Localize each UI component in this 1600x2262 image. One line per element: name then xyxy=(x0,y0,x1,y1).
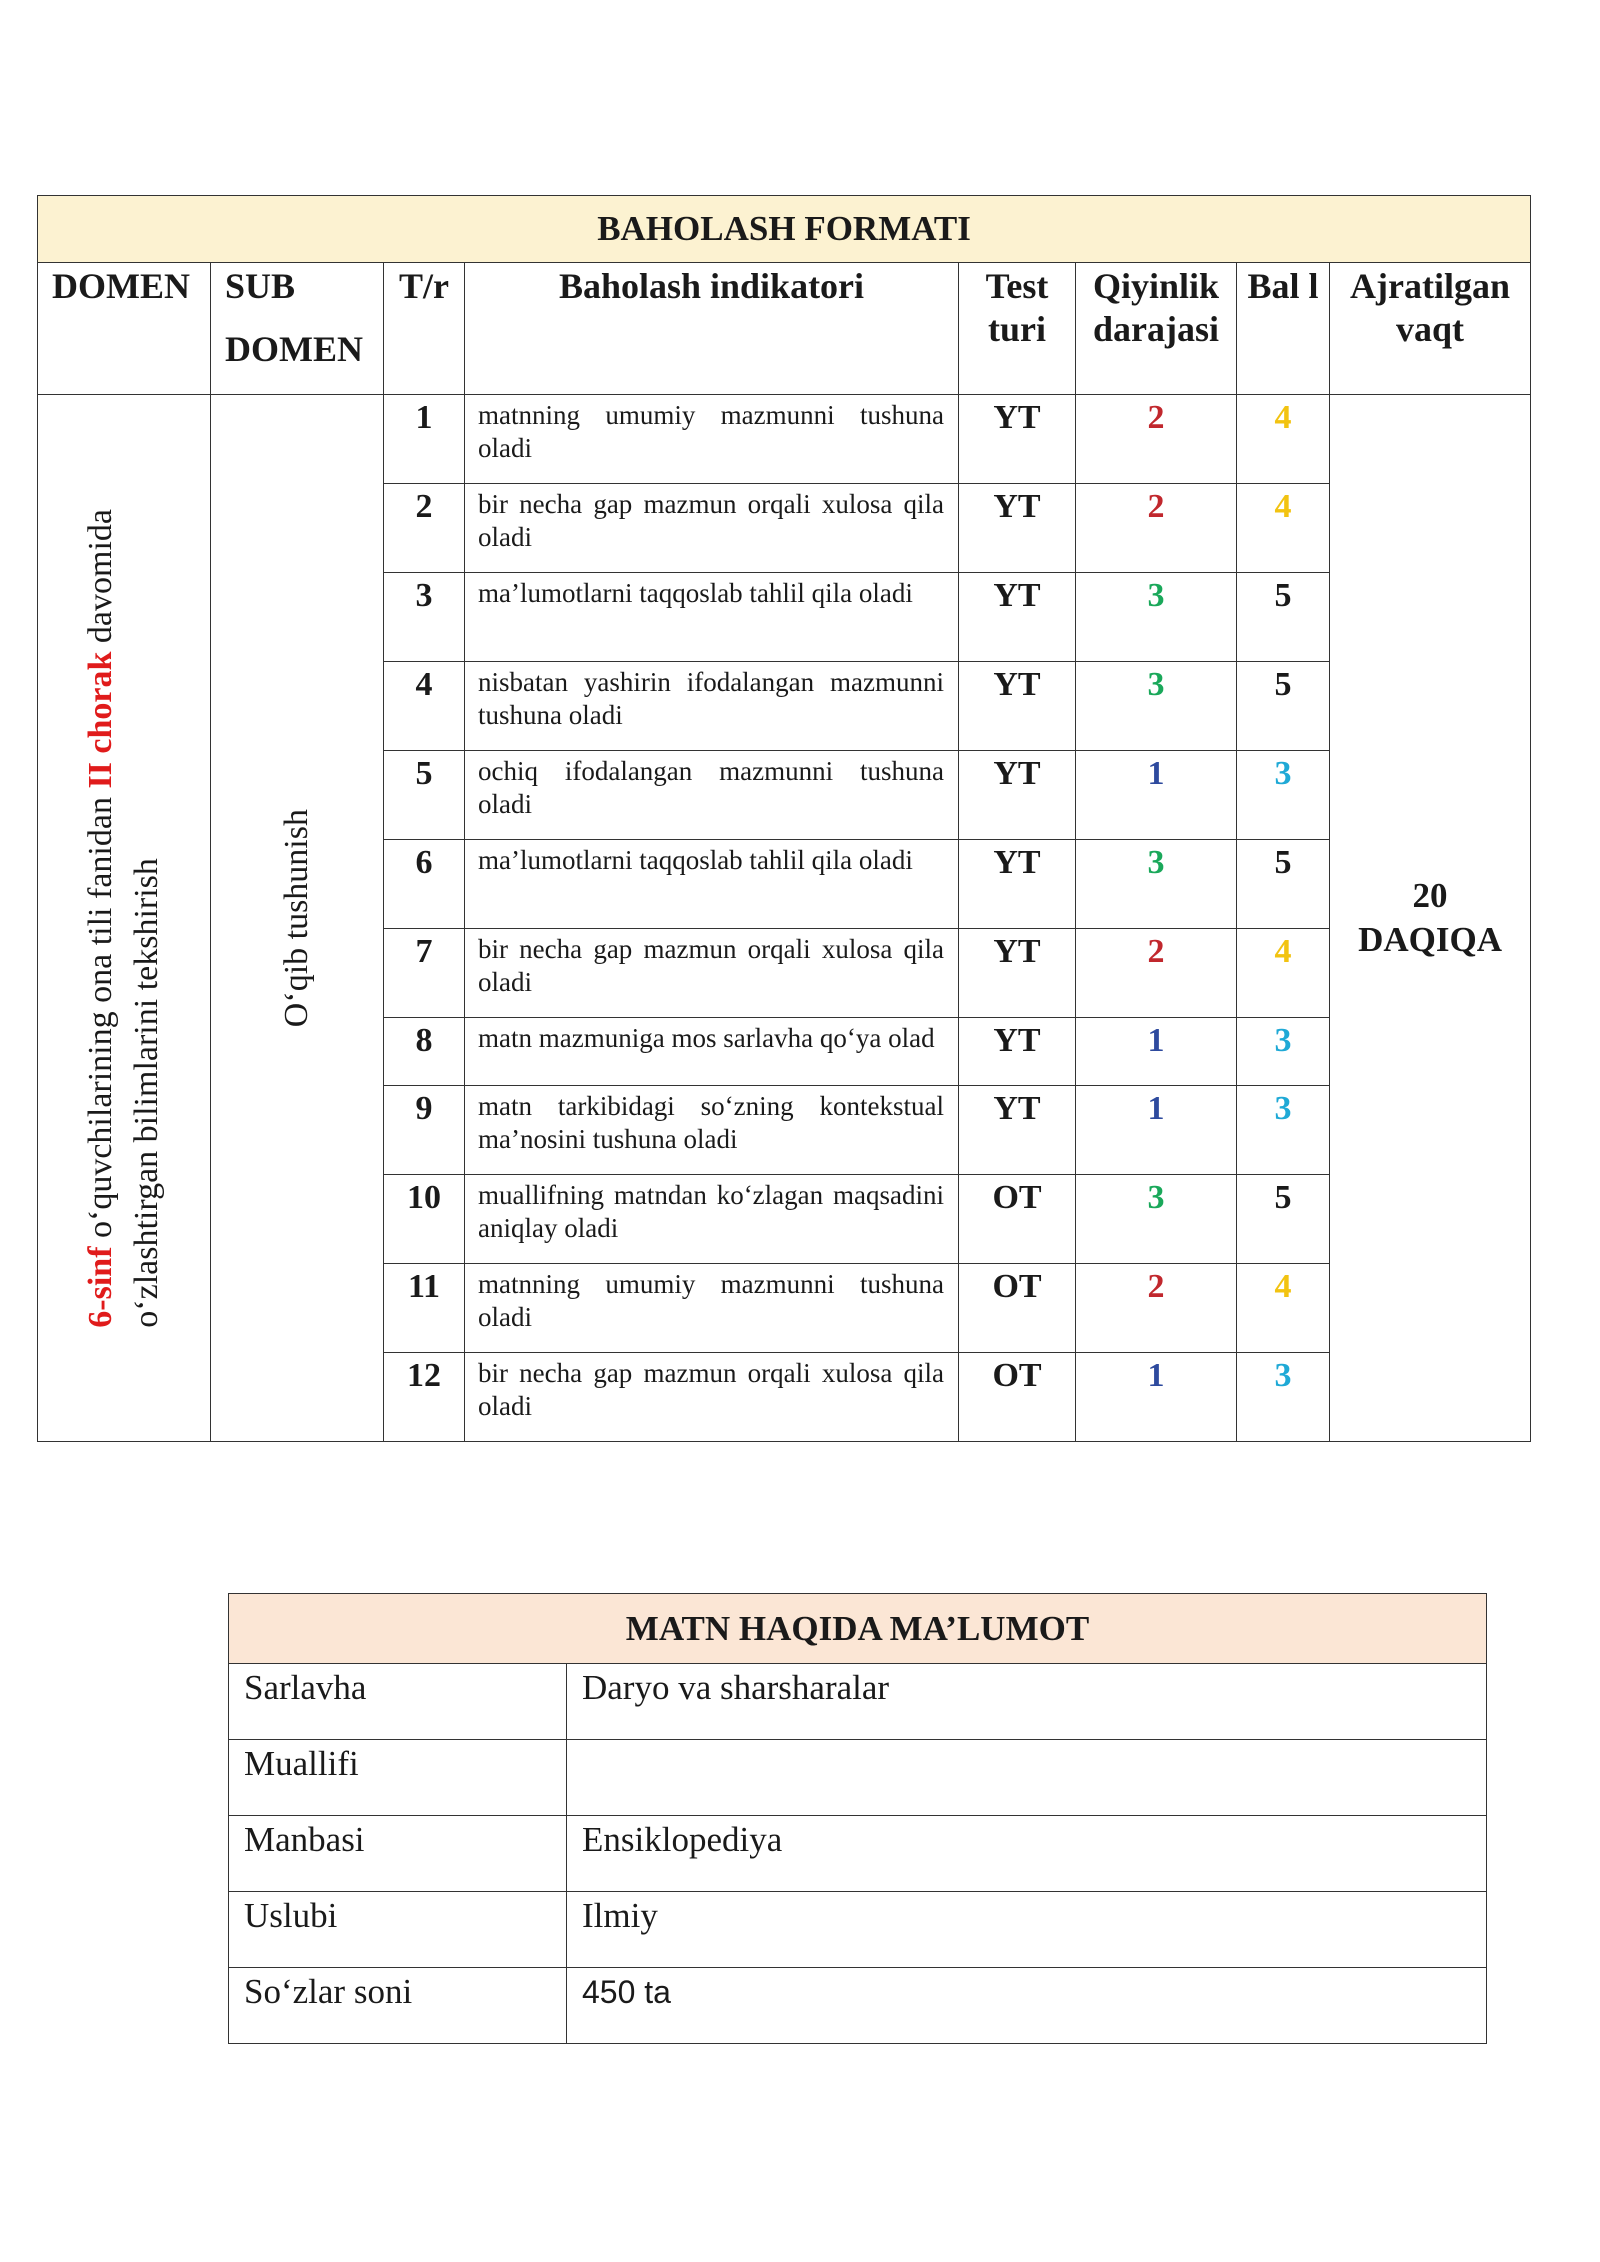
domain-part2: davomida xyxy=(82,508,119,652)
row-indicator: muallifning matndan ko‘zlagan maqsadini aniqlay oladi xyxy=(465,1175,959,1264)
row-test-type: OT xyxy=(959,1175,1076,1264)
header-number: T/r xyxy=(384,263,465,395)
row-indicator: matn tarkibidagi so‘zning kontekstual ma’nosini tushuna oladi xyxy=(465,1086,959,1175)
time-value-unit: DAQIQA xyxy=(1358,920,1502,959)
row-test-type: YT xyxy=(959,929,1076,1018)
row-indicator: ma’lumotlarni taqqoslab tahlil qila oladi xyxy=(465,573,959,662)
allocated-time-cell xyxy=(1330,395,1531,1442)
row-test-type: YT xyxy=(959,1086,1076,1175)
row-indicator: matnning umumiy mazmunni tushuna oladi xyxy=(465,395,959,484)
info-value-text: Ilmiy xyxy=(582,1896,658,1935)
row-indicator: matn mazmuniga mos sarlavha qo‘ya olad xyxy=(465,1018,959,1086)
row-difficulty: 1 xyxy=(1076,1018,1237,1086)
header-indicator: Baholash indikatori xyxy=(465,263,959,395)
info-value xyxy=(567,1664,1487,1740)
row-number: 3 xyxy=(384,573,465,662)
row-test-type: YT xyxy=(959,573,1076,662)
row-number: 5 xyxy=(384,751,465,840)
row-indicator: nisbatan yashirin ifodalangan mazmunni tushuna oladi xyxy=(465,662,959,751)
row-score: 3 xyxy=(1237,1018,1330,1086)
table-row xyxy=(38,395,1531,484)
row-number: 2 xyxy=(384,484,465,573)
row-difficulty: 3 xyxy=(1076,840,1237,929)
row-score: 4 xyxy=(1237,1264,1330,1353)
row-difficulty: 2 xyxy=(1076,395,1237,484)
info-row xyxy=(229,1892,1487,1968)
row-indicator: matnning umumiy mazmunni tushuna oladi xyxy=(465,1264,959,1353)
info-value-text: Ensiklopediya xyxy=(582,1820,783,1859)
row-indicator: bir necha gap mazmun orqali xulosa qila oladi xyxy=(465,1353,959,1442)
assessment-rows xyxy=(38,395,1531,1442)
subdomain-text: O‘qib tushunish xyxy=(278,808,315,1028)
row-difficulty: 1 xyxy=(1076,1086,1237,1175)
row-test-type: YT xyxy=(959,751,1076,840)
info-value-text: Daryo va sharsharalar xyxy=(582,1668,890,1707)
info-key: Manbasi xyxy=(229,1816,567,1892)
row-indicator: ma’lumotlarni taqqoslab tahlil qila oladi xyxy=(465,840,959,929)
row-score: 3 xyxy=(1237,1353,1330,1442)
header-subdomain-line2: DOMEN xyxy=(225,329,363,369)
info-value xyxy=(567,1968,1487,2044)
header-time: Ajratilgan vaqt xyxy=(1330,263,1531,395)
info-key: Sarlavha xyxy=(229,1664,567,1740)
row-test-type: OT xyxy=(959,1264,1076,1353)
subdomain-cell xyxy=(211,395,384,1442)
info-value xyxy=(567,1740,1487,1816)
row-test-type: YT xyxy=(959,395,1076,484)
time-value-number: 20 xyxy=(1412,876,1448,915)
info-key: So‘zlar soni xyxy=(229,1968,567,2044)
row-indicator: ochiq ifodalangan mazmunni tushuna oladi xyxy=(465,751,959,840)
row-test-type: OT xyxy=(959,1353,1076,1442)
row-difficulty: 3 xyxy=(1076,573,1237,662)
header-difficulty: Qiyinlik darajasi xyxy=(1076,263,1237,395)
row-difficulty: 3 xyxy=(1076,1175,1237,1264)
text-info-title: MATN HAQIDA MA’LUMOT xyxy=(229,1594,1487,1664)
row-number: 9 xyxy=(384,1086,465,1175)
row-score: 4 xyxy=(1237,929,1330,1018)
info-row xyxy=(229,1740,1487,1816)
row-score: 4 xyxy=(1237,484,1330,573)
row-number: 6 xyxy=(384,840,465,929)
row-number: 7 xyxy=(384,929,465,1018)
row-test-type: YT xyxy=(959,840,1076,929)
domain-quarter: II chorak xyxy=(82,651,119,789)
info-value xyxy=(567,1816,1487,1892)
info-value xyxy=(567,1892,1487,1968)
row-difficulty: 2 xyxy=(1076,929,1237,1018)
row-score: 5 xyxy=(1237,573,1330,662)
info-key: Uslubi xyxy=(229,1892,567,1968)
row-number: 12 xyxy=(384,1353,465,1442)
domain-line2: o‘zlashtirgan bilimlarini tekshirish xyxy=(128,857,165,1328)
text-info-rows xyxy=(229,1664,1487,2044)
row-number: 8 xyxy=(384,1018,465,1086)
header-test-type: Test turi xyxy=(959,263,1076,395)
header-subdomain xyxy=(211,263,384,395)
row-difficulty: 2 xyxy=(1076,1264,1237,1353)
row-score: 5 xyxy=(1237,662,1330,751)
row-difficulty: 1 xyxy=(1076,1353,1237,1442)
row-number: 11 xyxy=(384,1264,465,1353)
info-value-text: 450 ta xyxy=(582,1974,671,2010)
header-domain: DOMEN xyxy=(38,263,211,395)
domain-text xyxy=(78,509,170,1328)
row-score: 3 xyxy=(1237,751,1330,840)
info-row xyxy=(229,1968,1487,2044)
row-number: 10 xyxy=(384,1175,465,1264)
row-test-type: YT xyxy=(959,1018,1076,1086)
row-test-type: YT xyxy=(959,484,1076,573)
header-score: Bal l xyxy=(1237,263,1330,395)
row-indicator: bir necha gap mazmun orqali xulosa qila oladi xyxy=(465,929,959,1018)
row-score: 3 xyxy=(1237,1086,1330,1175)
row-difficulty: 2 xyxy=(1076,484,1237,573)
info-key: Muallifi xyxy=(229,1740,567,1816)
row-number: 1 xyxy=(384,395,465,484)
row-test-type: YT xyxy=(959,662,1076,751)
assessment-title: BAHOLASH FORMATI xyxy=(38,196,1531,263)
domain-part1: o‘quvchilarining ona tili fanidan xyxy=(82,788,119,1247)
header-subdomain-line1: SUB xyxy=(225,266,296,306)
row-difficulty: 1 xyxy=(1076,751,1237,840)
row-number: 4 xyxy=(384,662,465,751)
assessment-format-table xyxy=(37,195,1531,1442)
row-indicator: bir necha gap mazmun orqali xulosa qila oladi xyxy=(465,484,959,573)
domain-grade: 6-sinf xyxy=(82,1246,119,1328)
info-row xyxy=(229,1664,1487,1740)
row-difficulty: 3 xyxy=(1076,662,1237,751)
domain-cell xyxy=(38,395,211,1442)
text-info-table xyxy=(228,1593,1487,2044)
info-row xyxy=(229,1816,1487,1892)
row-score: 5 xyxy=(1237,1175,1330,1264)
row-score: 4 xyxy=(1237,395,1330,484)
row-score: 5 xyxy=(1237,840,1330,929)
